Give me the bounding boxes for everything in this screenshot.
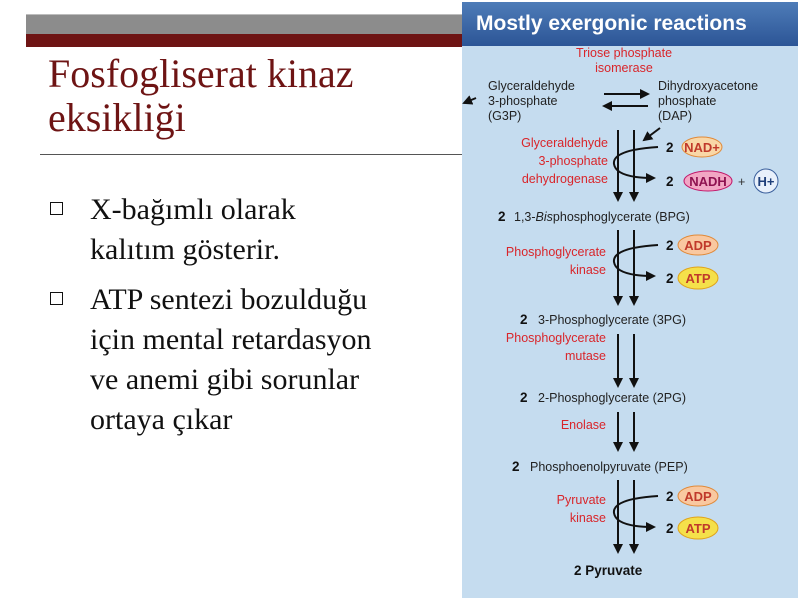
square-bullet-icon bbox=[50, 202, 63, 215]
enzyme-label: dehydrogenase bbox=[521, 172, 608, 186]
bullet-line: ATP sentezi bozulduğu bbox=[90, 283, 368, 316]
step-arrows bbox=[618, 412, 634, 450]
enzyme-label: Phosphoglycerate bbox=[505, 331, 606, 345]
glycolysis-diagram bbox=[462, 2, 798, 598]
nad-badge bbox=[682, 137, 722, 157]
metabolite-dap: Dihydroxyacetone bbox=[658, 79, 759, 93]
metabolite-bpg: 1,3-Bisphosphoglycerate (BPG) bbox=[514, 210, 690, 224]
enzyme-label: 3-phosphate bbox=[538, 154, 608, 168]
title-line-1: Fosfogliserat kinaz bbox=[48, 51, 354, 96]
adp-badge bbox=[678, 486, 718, 506]
metabolite-3pg: 3-Phosphoglycerate (3PG) bbox=[538, 313, 686, 327]
enzyme-label: isomerase bbox=[595, 61, 653, 75]
enzyme-label: Enolase bbox=[560, 418, 606, 432]
coefficient: 2 bbox=[666, 521, 674, 536]
metabolite-pep: Phosphoenolpyruvate (PEP) bbox=[530, 460, 688, 474]
bullet-line: ortaya çıkar bbox=[90, 403, 233, 436]
coefficient: 2 bbox=[498, 209, 506, 224]
coefficient: 2 bbox=[666, 489, 674, 504]
slide-title bbox=[48, 52, 458, 140]
enzyme-label: Pyruvate bbox=[556, 493, 606, 507]
bullet-list bbox=[44, 190, 444, 450]
h-badge bbox=[754, 169, 778, 193]
coefficient: 2 bbox=[512, 459, 520, 474]
h-label: H+ bbox=[757, 174, 775, 189]
coefficient: 2 bbox=[666, 238, 674, 253]
step-arrows bbox=[614, 130, 658, 200]
title-bar-gray bbox=[26, 14, 462, 35]
coefficient: 2 bbox=[666, 271, 674, 286]
bullet-item bbox=[44, 190, 444, 270]
metabolite-g3p: Glyceraldehyde bbox=[488, 79, 575, 93]
nadh-badge bbox=[684, 171, 732, 191]
atp-label: ATP bbox=[685, 271, 711, 286]
title-bar-red bbox=[26, 34, 462, 47]
adp-badge bbox=[678, 235, 718, 255]
metabolite-dap: (DAP) bbox=[658, 109, 693, 123]
square-bullet-icon bbox=[50, 292, 63, 305]
pathway-svg bbox=[462, 2, 798, 598]
title-line-2: eksikliği bbox=[48, 95, 186, 140]
metabolite-2pg: 2-Phosphoglycerate (2PG) bbox=[538, 391, 686, 405]
adp-label: ADP bbox=[684, 489, 712, 504]
atp-badge bbox=[678, 267, 718, 289]
coefficient: 2 bbox=[666, 140, 674, 155]
step-arrows bbox=[618, 334, 634, 386]
enzyme-label: Phosphoglycerate bbox=[505, 245, 606, 259]
bullet-item bbox=[44, 280, 444, 440]
adp-label: ADP bbox=[684, 238, 712, 253]
bullet-line: kalıtım gösterir. bbox=[90, 233, 280, 266]
diagram-header: Mostly exergonic reactions bbox=[462, 2, 798, 46]
step-arrows bbox=[614, 230, 658, 304]
metabolite-g3p: 3-phosphate bbox=[488, 94, 558, 108]
atp-badge bbox=[678, 517, 718, 539]
atp-label: ATP bbox=[685, 521, 711, 536]
metabolite-dap: phosphate bbox=[658, 94, 717, 108]
enzyme-label: Glyceraldehyde bbox=[521, 136, 608, 150]
step-arrows bbox=[614, 480, 658, 552]
nadh-label: NADH bbox=[689, 174, 727, 189]
bullet-line: için mental retardasyon bbox=[90, 323, 372, 356]
enzyme-label: kinase bbox=[569, 511, 606, 525]
coefficient: 2 bbox=[520, 390, 528, 405]
enzyme-label: Triose phosphate bbox=[575, 46, 673, 60]
title-divider bbox=[40, 154, 462, 155]
coefficient: 2 bbox=[520, 312, 528, 327]
nad-label: NAD+ bbox=[684, 140, 720, 155]
plus-sign: + bbox=[738, 175, 746, 189]
bullet-line: X-bağımlı olarak bbox=[90, 193, 296, 226]
coefficient: 2 bbox=[666, 174, 674, 189]
metabolite-g3p: (G3P) bbox=[488, 109, 522, 123]
bullet-line: ve anemi gibi sorunlar bbox=[90, 363, 360, 396]
enzyme-label: mutase bbox=[565, 349, 606, 363]
enzyme-label: kinase bbox=[569, 263, 606, 277]
metabolite-pyruvate: 2 Pyruvate bbox=[574, 563, 643, 578]
